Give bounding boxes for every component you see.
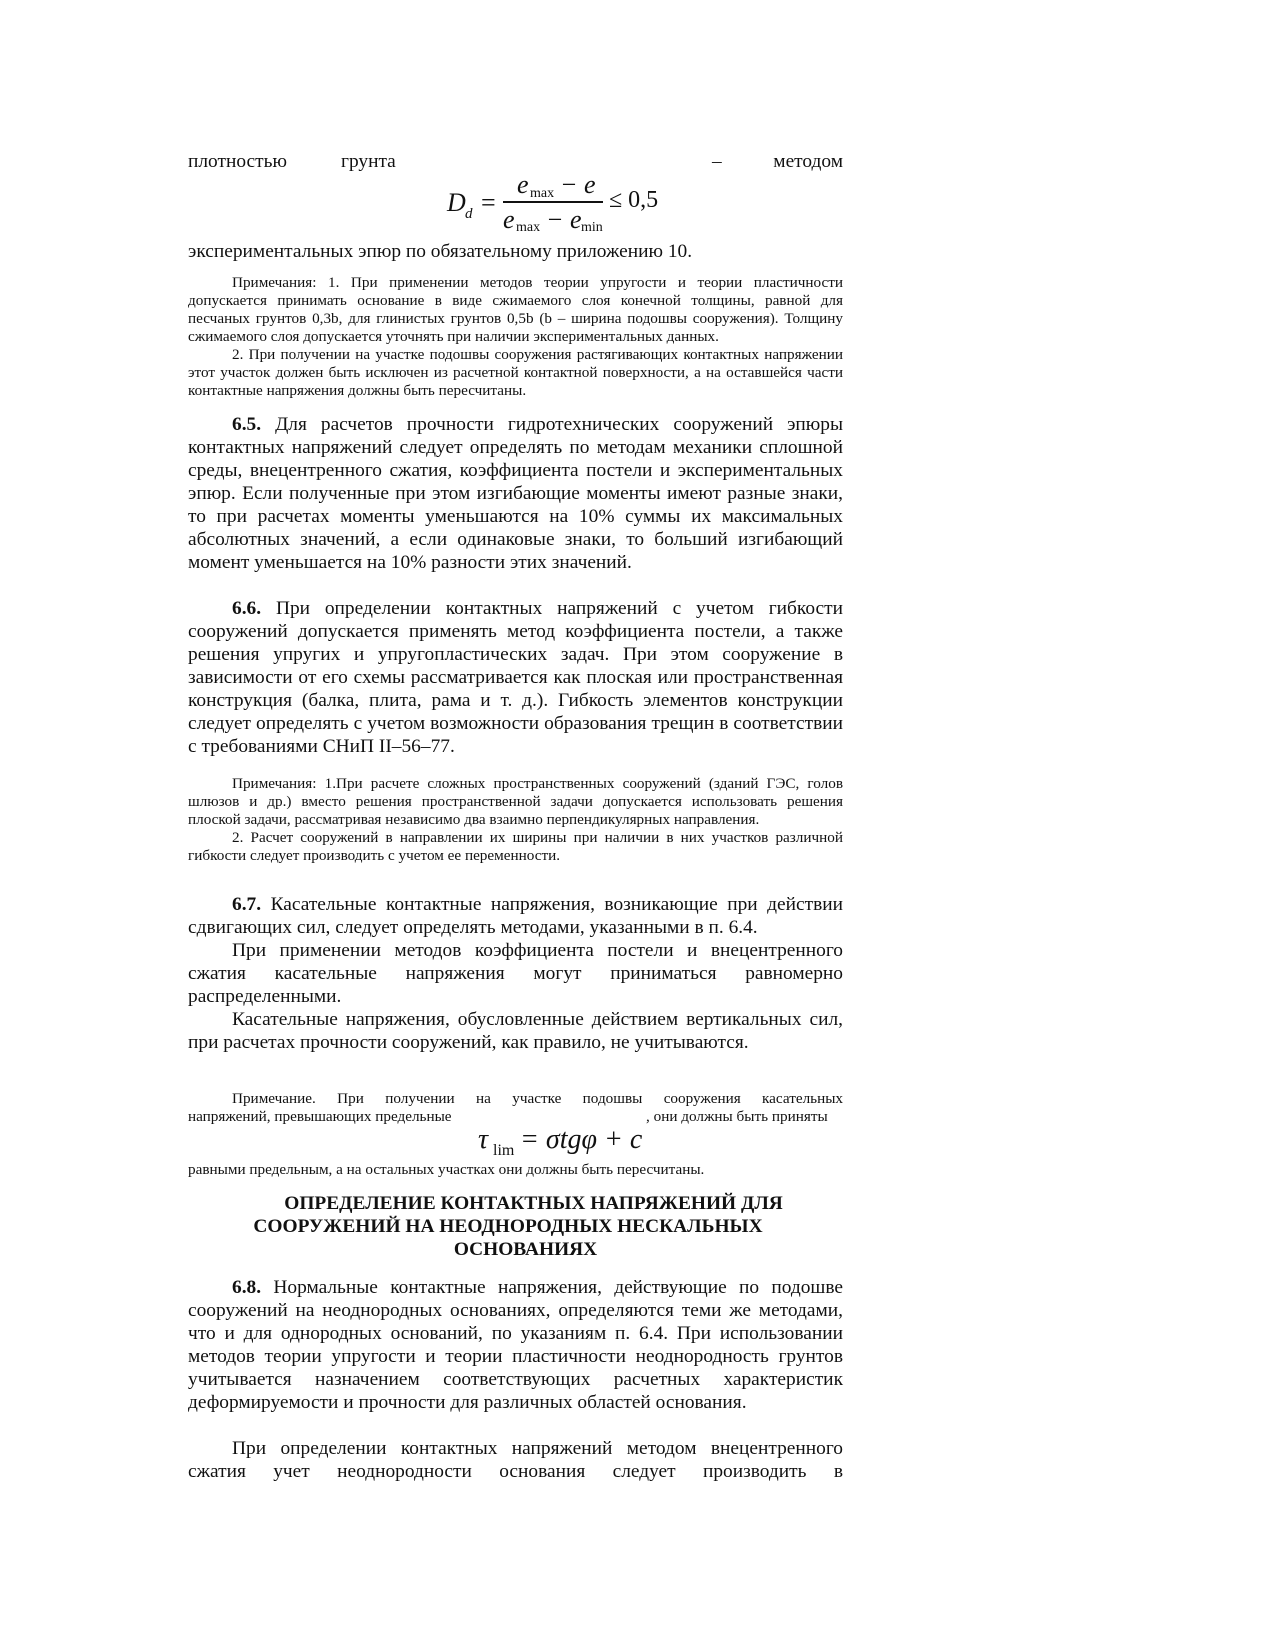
formula-lhs-sub: d [465, 206, 473, 222]
paragraph-last [188, 1437, 843, 1460]
paragraph-line: сжатия учет неоднородности основания следует производить в [188, 1461, 843, 1482]
paragraph-line: При определении контактных напряжений методом внецентренного [232, 1438, 843, 1459]
note-line: напряжений, превышающих предельные [188, 1108, 452, 1125]
note-line: равными предельным, а на остальных участках они должны быть пересчитаны. [188, 1161, 705, 1178]
top-line-word: методом [773, 151, 843, 172]
clause-text: Нормальные контактные напряжения, действующие по подошве сооружений на неоднородных основаниях, определяются теми же методами, что и для однородных оснований, по указаниям п. 6.4. При использовании методов теории упругости и теории пластичности неоднородность грунтов учитывается назначением соответствующих расчетных характеристик деформируемости и прочности для различных областей основания. [188, 1277, 843, 1413]
clause-number: 6.8. [232, 1277, 262, 1298]
formula-lhs: D [447, 188, 466, 217]
formula-tau-rhs: = σtgφ + c [520, 1124, 643, 1155]
heading-line: СООРУЖЕНИЙ НА НЕОДНОРОДНЫХ НЕСКАЛЬНЫХ [253, 1216, 763, 1237]
note-item: 2. Расчет сооружений в направлении их ширины при наличии в них участков различной гибкости следует производить с учетом ее переменности. [188, 829, 843, 864]
notes-block [188, 274, 843, 400]
formula-tau-limit [478, 1124, 658, 1160]
formula-tau-sub: lim [493, 1142, 515, 1159]
formula-den-rest: − e [546, 205, 582, 234]
clause-number: 6.7. [232, 894, 262, 915]
formula-tau: τ [478, 1124, 489, 1155]
section-6-7 [188, 893, 843, 1054]
heading-line: ОПРЕДЕЛЕНИЕ КОНТАКТНЫХ НАПРЯЖЕНИЙ ДЛЯ [284, 1193, 783, 1214]
section-6-5 [188, 413, 843, 574]
formula-rhs: ≤ 0,5 [609, 187, 659, 213]
clause-text: При определении контактных напряжений с учетом гибкости сооружений допускается применять метод коэффициента постели, а также решения упругих и упругопластических задач. При этом сооружение в зависимости от его схемы рассматривается как плоская или пространственная конструкция (балка, плита, рама и т. д.). Гибкость элементов конструкции следует определять с учетом возможности образования трещин в соответствии с требованиями СНиП II–56–77. [188, 598, 843, 757]
note-line: Примечание. При получении на участке подошвы сооружения касательных [232, 1090, 843, 1107]
clause-text: Для расчетов прочности гидротехнических сооружений эпюры контактных напряжений следует определять по методам механики сплошной среды, внецентренного сжатия, коэффициента постели и экспериментальных эпюр. Если полученные при этом изгибающие моменты имеют разные знаки, то при расчетах моменты уменьшаются на 10% суммы их максимальных абсолютных значений, а если одинаковые знаки, то больший изгибающий момент уменьшается на 10% разности этих значений. [188, 414, 843, 573]
formula-relative-density [447, 170, 677, 240]
heading-line: ОСНОВАНИЯХ [453, 1239, 598, 1260]
formula-eq: = [481, 188, 496, 217]
note-line: , они должны быть приняты [646, 1108, 828, 1125]
clause-number: 6.5. [232, 414, 262, 435]
formula-num-rest: − e [560, 170, 596, 199]
paragraph-line: экспериментальных эпюр по обязательному приложению 10. [188, 241, 693, 262]
formula-den-e: e [503, 205, 515, 234]
paragraph: При применении методов коэффициента постели и внецентренного сжатия касательные напряжения могут приниматься равномерно распределенными. [188, 940, 843, 1007]
paragraph-last [188, 1460, 843, 1483]
formula-den-sub: min [581, 220, 603, 235]
top-line-word: грунта [341, 151, 396, 172]
note-item: Примечания: 1.При расчете сложных пространственных сооружений (зданий ГЭС, голов шлюзов и др.) вместо решения пространственной задачи допускается использовать решения плоской задачи, рассматривая независимо два взаимно перпендикулярных направления. [188, 775, 843, 828]
top-line-dash: – [712, 151, 722, 172]
formula-num-e: e [517, 170, 529, 199]
notes-block [188, 775, 843, 865]
paragraph: Касательные напряжения, обусловленные действием вертикальных сил, при расчетах прочности сооружений, как правило, не учитываются. [188, 1009, 843, 1053]
section-heading [188, 1192, 843, 1261]
note-item: Примечания: 1. При применении методов теории упругости и теории пластичности допускается принимать основание в виде сжимаемого слоя конечной толщины, равной для песчаных грунтов 0,3b, для глинистых грунтов 0,5b (b – ширина подошвы сооружения). Толщину сжимаемого слоя допускается уточнять при наличии экспериментальных данных. [188, 274, 843, 345]
clause-text: Касательные контактные напряжения, возникающие при действии сдвигающих сил, следует определять методами, указанными в п. 6.4. [188, 894, 843, 938]
top-line-word: плотностью [188, 151, 287, 172]
formula-den-sub: max [516, 220, 541, 235]
formula-num-sub: max [530, 186, 555, 201]
fraction-bar [503, 201, 603, 203]
note-single [188, 1090, 843, 1108]
section-6-6 [188, 597, 843, 758]
note-item: 2. При получении на участке подошвы сооружения растягивающих контактных напряжении этот участок должен быть исключен из расчетной контактной поверхности, а на оставшейся части контактные напряжения должны быть пересчитаны. [188, 346, 843, 399]
clause-number: 6.6. [232, 598, 262, 619]
section-6-8 [188, 1276, 843, 1414]
